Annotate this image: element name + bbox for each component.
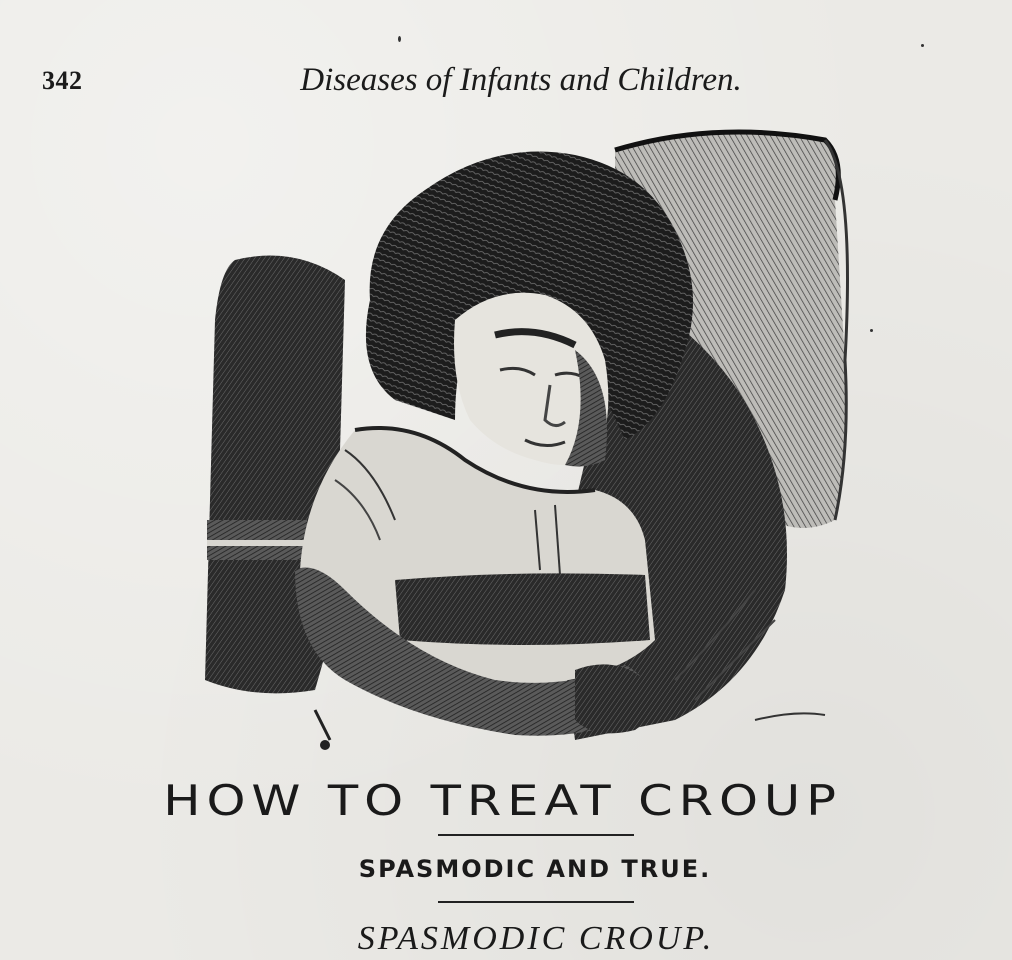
running-head: Diseases of Infants and Children. <box>300 62 742 98</box>
child-engraving-illustration <box>195 120 865 760</box>
page-number: 342 <box>42 66 83 95</box>
article-headline: HOW TO TREAT CROUP <box>163 776 842 825</box>
divider-rule-bottom <box>438 901 634 903</box>
article-subheadline: SPASMODIC AND TRUE. <box>358 855 712 883</box>
ink-speck <box>870 329 873 332</box>
ink-speck <box>398 36 401 42</box>
section-title: SPASMODIC CROUP. <box>357 920 715 957</box>
sash <box>395 573 650 645</box>
ink-speck <box>921 44 924 47</box>
divider-rule-top <box>438 834 634 836</box>
